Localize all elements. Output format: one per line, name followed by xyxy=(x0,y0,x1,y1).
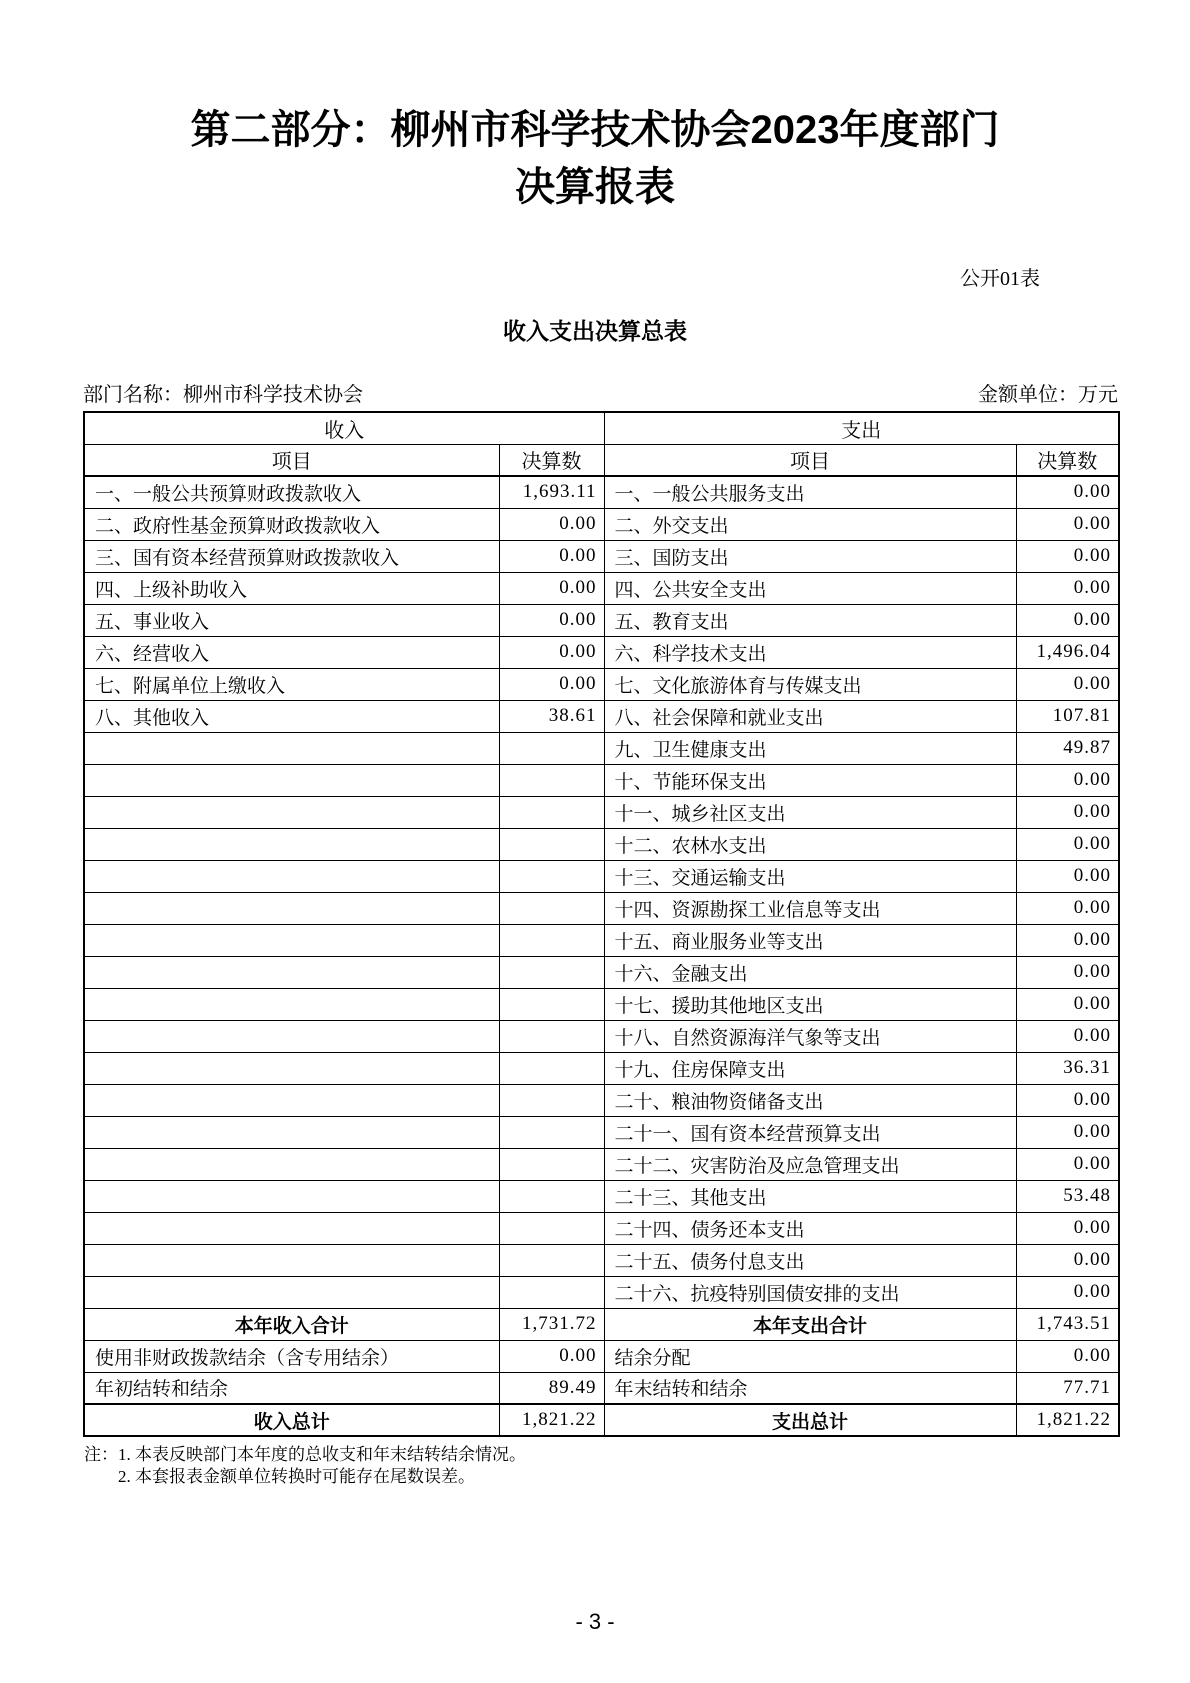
expense-amount-cell: 1,821.22 xyxy=(1016,1404,1119,1436)
expense-amount-cell: 0.00 xyxy=(1016,540,1119,572)
income-item-cell xyxy=(84,1180,499,1212)
amount-unit: 金额单位：万元 xyxy=(978,384,1118,406)
income-item-cell xyxy=(84,924,499,956)
expense-amount-cell: 0.00 xyxy=(1016,988,1119,1020)
expense-item-cell: 十四、资源勘探工业信息等支出 xyxy=(604,892,1016,924)
income-amount-cell: 0.00 xyxy=(499,540,604,572)
summary-row xyxy=(84,1340,1119,1372)
expense-amount-cell: 0.00 xyxy=(1016,1020,1119,1052)
expense-item-cell: 二十三、其他支出 xyxy=(604,1180,1016,1212)
expense-item-cell: 二十、粮油物资储备支出 xyxy=(604,1084,1016,1116)
expense-amount-cell: 0.00 xyxy=(1016,764,1119,796)
income-item-cell: 四、上级补助收入 xyxy=(84,572,499,604)
table-row xyxy=(84,1084,1119,1116)
expense-amount-cell: 0.00 xyxy=(1016,1212,1119,1244)
expense-item-cell: 七、文化旅游体育与传媒支出 xyxy=(604,668,1016,700)
table-title: 收入支出决算总表 xyxy=(503,318,687,344)
expense-amount-cell: 0.00 xyxy=(1016,1084,1119,1116)
table-meta-row xyxy=(83,378,1118,407)
table-row xyxy=(84,1212,1119,1244)
expense-amount-cell: 36.31 xyxy=(1016,1052,1119,1084)
expense-amount-cell: 0.00 xyxy=(1016,508,1119,540)
income-item-cell xyxy=(84,796,499,828)
income-amount-cell: 0.00 xyxy=(499,604,604,636)
income-item-cell xyxy=(84,1020,499,1052)
expense-item-cell: 八、社会保障和就业支出 xyxy=(604,700,1016,732)
department-name: 部门名称：柳州市科学技术协会 xyxy=(83,384,363,406)
table-row xyxy=(84,1244,1119,1276)
expense-amount-cell: 0.00 xyxy=(1016,924,1119,956)
expense-amount-cell: 107.81 xyxy=(1016,700,1119,732)
summary-row xyxy=(84,1372,1119,1404)
income-amount-cell xyxy=(499,796,604,828)
income-item-cell: 五、事业收入 xyxy=(84,604,499,636)
income-amount-cell xyxy=(499,828,604,860)
income-amount-cell xyxy=(499,732,604,764)
income-amount-cell xyxy=(499,1084,604,1116)
form-tag: 公开01表 xyxy=(960,268,1040,290)
expense-amount-cell: 49.87 xyxy=(1016,732,1119,764)
table-row xyxy=(84,956,1119,988)
income-item-cell xyxy=(84,892,499,924)
income-amount-header: 决算数 xyxy=(499,444,604,476)
income-item-cell xyxy=(84,860,499,892)
table-row xyxy=(84,1020,1119,1052)
income-amount-cell xyxy=(499,1276,604,1308)
expense-item-cell: 十、节能环保支出 xyxy=(604,764,1016,796)
expense-amount-cell: 0.00 xyxy=(1016,604,1119,636)
income-item-cell: 八、其他收入 xyxy=(84,700,499,732)
expense-item-cell: 本年支出合计 xyxy=(604,1308,1016,1340)
income-amount-cell: 0.00 xyxy=(499,572,604,604)
income-item-cell xyxy=(84,1212,499,1244)
table-row xyxy=(84,604,1119,636)
expense-item-cell: 五、教育支出 xyxy=(604,604,1016,636)
expense-amount-cell: 0.00 xyxy=(1016,476,1119,508)
income-amount-cell: 0.00 xyxy=(499,668,604,700)
income-item-cell xyxy=(84,1116,499,1148)
summary-row xyxy=(84,1308,1119,1340)
expense-item-cell: 十九、住房保障支出 xyxy=(604,1052,1016,1084)
income-amount-cell xyxy=(499,764,604,796)
table-row xyxy=(84,636,1119,668)
expense-item-cell: 二、外交支出 xyxy=(604,508,1016,540)
expense-amount-cell: 0.00 xyxy=(1016,860,1119,892)
income-item-cell: 使用非财政拨款结余（含专用结余） xyxy=(84,1340,499,1372)
column-header-row xyxy=(84,444,1119,476)
expense-amount-cell: 77.71 xyxy=(1016,1372,1119,1404)
expense-item-cell: 十七、援助其他地区支出 xyxy=(604,988,1016,1020)
table-row xyxy=(84,1116,1119,1148)
expense-amount-cell: 0.00 xyxy=(1016,1340,1119,1372)
table-row xyxy=(84,1148,1119,1180)
table-row xyxy=(84,924,1119,956)
income-amount-cell: 0.00 xyxy=(499,508,604,540)
expense-item-cell: 十六、金融支出 xyxy=(604,956,1016,988)
table-body xyxy=(84,476,1119,1436)
expense-amount-cell: 0.00 xyxy=(1016,1244,1119,1276)
income-section-header: 收入 xyxy=(84,412,604,444)
expense-item-cell: 二十二、灾害防治及应急管理支出 xyxy=(604,1148,1016,1180)
expense-amount-cell: 1,743.51 xyxy=(1016,1308,1119,1340)
table-row xyxy=(84,764,1119,796)
expense-item-cell: 二十一、国有资本经营预算支出 xyxy=(604,1116,1016,1148)
income-amount-cell: 0.00 xyxy=(499,1340,604,1372)
table-row xyxy=(84,700,1119,732)
expense-section-header: 支出 xyxy=(604,412,1119,444)
income-amount-cell: 1,693.11 xyxy=(499,476,604,508)
expense-amount-cell: 0.00 xyxy=(1016,668,1119,700)
expense-amount-cell: 0.00 xyxy=(1016,1148,1119,1180)
table-row xyxy=(84,476,1119,508)
grand-total-row xyxy=(84,1404,1119,1436)
note-line: 1. 本表反映部门本年度的总收支和年末结转结余情况。 xyxy=(118,1445,526,1464)
table-row xyxy=(84,860,1119,892)
income-amount-cell xyxy=(499,956,604,988)
income-amount-cell xyxy=(499,1244,604,1276)
income-item-cell xyxy=(84,732,499,764)
expense-item-cell: 六、科学技术支出 xyxy=(604,636,1016,668)
expense-item-cell: 结余分配 xyxy=(604,1340,1016,1372)
table-row xyxy=(84,572,1119,604)
expense-item-cell: 十八、自然资源海洋气象等支出 xyxy=(604,1020,1016,1052)
expense-item-cell: 十二、农林水支出 xyxy=(604,828,1016,860)
expense-item-cell: 年末结转和结余 xyxy=(604,1372,1016,1404)
expense-item-cell: 支出总计 xyxy=(604,1404,1016,1436)
page-number: - 3 - xyxy=(575,1609,615,1634)
expense-amount-cell: 0.00 xyxy=(1016,1276,1119,1308)
expense-amount-header: 决算数 xyxy=(1016,444,1119,476)
table-row xyxy=(84,1180,1119,1212)
expense-amount-cell: 1,496.04 xyxy=(1016,636,1119,668)
expense-item-header: 项目 xyxy=(604,444,1016,476)
income-amount-cell xyxy=(499,1116,604,1148)
income-item-cell xyxy=(84,1244,499,1276)
expense-amount-cell: 53.48 xyxy=(1016,1180,1119,1212)
table-row xyxy=(84,540,1119,572)
note-line: 2. 本套报表金额单位转换时可能存在尾数误差。 xyxy=(118,1467,475,1486)
income-amount-cell xyxy=(499,1020,604,1052)
section-header-row xyxy=(84,412,1119,444)
income-amount-cell xyxy=(499,1212,604,1244)
income-item-cell xyxy=(84,956,499,988)
table-row xyxy=(84,732,1119,764)
expense-item-cell: 四、公共安全支出 xyxy=(604,572,1016,604)
income-item-cell xyxy=(84,1084,499,1116)
expense-amount-cell: 0.00 xyxy=(1016,828,1119,860)
income-item-cell: 本年收入合计 xyxy=(84,1308,499,1340)
income-amount-cell: 1,821.22 xyxy=(499,1404,604,1436)
expense-item-cell: 二十六、抗疫特别国债安排的支出 xyxy=(604,1276,1016,1308)
income-item-cell xyxy=(84,1148,499,1180)
income-item-cell: 收入总计 xyxy=(84,1404,499,1436)
expense-item-cell: 二十四、债务还本支出 xyxy=(604,1212,1016,1244)
income-amount-cell xyxy=(499,1180,604,1212)
table-row xyxy=(84,668,1119,700)
table-row xyxy=(84,892,1119,924)
table-row xyxy=(84,508,1119,540)
expense-amount-cell: 0.00 xyxy=(1016,892,1119,924)
income-amount-cell xyxy=(499,988,604,1020)
income-amount-cell xyxy=(499,1148,604,1180)
income-item-cell: 一、一般公共预算财政拨款收入 xyxy=(84,476,499,508)
table-row xyxy=(84,828,1119,860)
expense-item-cell: 九、卫生健康支出 xyxy=(604,732,1016,764)
income-amount-cell: 38.61 xyxy=(499,700,604,732)
note-label: 注： xyxy=(84,1445,118,1464)
income-item-cell: 六、经营收入 xyxy=(84,636,499,668)
table-row xyxy=(84,796,1119,828)
income-amount-cell: 89.49 xyxy=(499,1372,604,1404)
income-item-header: 项目 xyxy=(84,444,499,476)
table-row xyxy=(84,1052,1119,1084)
expense-item-cell: 十五、商业服务业等支出 xyxy=(604,924,1016,956)
income-amount-cell xyxy=(499,1052,604,1084)
income-item-cell xyxy=(84,1276,499,1308)
expense-item-cell: 十三、交通运输支出 xyxy=(604,860,1016,892)
income-item-cell: 年初结转和结余 xyxy=(84,1372,499,1404)
income-item-cell: 七、附属单位上缴收入 xyxy=(84,668,499,700)
income-item-cell xyxy=(84,828,499,860)
income-amount-cell: 0.00 xyxy=(499,636,604,668)
expense-amount-cell: 0.00 xyxy=(1016,572,1119,604)
expense-item-cell: 二十五、债务付息支出 xyxy=(604,1244,1016,1276)
income-item-cell: 二、政府性基金预算财政拨款收入 xyxy=(84,508,499,540)
document-title: 第二部分：柳州市科学技术协会2023年度部门决算报表 xyxy=(190,108,1000,209)
income-item-cell xyxy=(84,1052,499,1084)
expense-item-cell: 十一、城乡社区支出 xyxy=(604,796,1016,828)
income-item-cell: 三、国有资本经营预算财政拨款收入 xyxy=(84,540,499,572)
table-notes xyxy=(84,1444,1190,1488)
income-item-cell xyxy=(84,988,499,1020)
table-row xyxy=(84,988,1119,1020)
income-amount-cell xyxy=(499,924,604,956)
expense-item-cell: 三、国防支出 xyxy=(604,540,1016,572)
income-amount-cell: 1,731.72 xyxy=(499,1308,604,1340)
income-item-cell xyxy=(84,764,499,796)
expense-amount-cell: 0.00 xyxy=(1016,956,1119,988)
expense-amount-cell: 0.00 xyxy=(1016,796,1119,828)
income-amount-cell xyxy=(499,860,604,892)
income-expense-table xyxy=(83,411,1120,1437)
expense-item-cell: 一、一般公共服务支出 xyxy=(604,476,1016,508)
table-row xyxy=(84,1276,1119,1308)
income-amount-cell xyxy=(499,892,604,924)
expense-amount-cell: 0.00 xyxy=(1016,1116,1119,1148)
